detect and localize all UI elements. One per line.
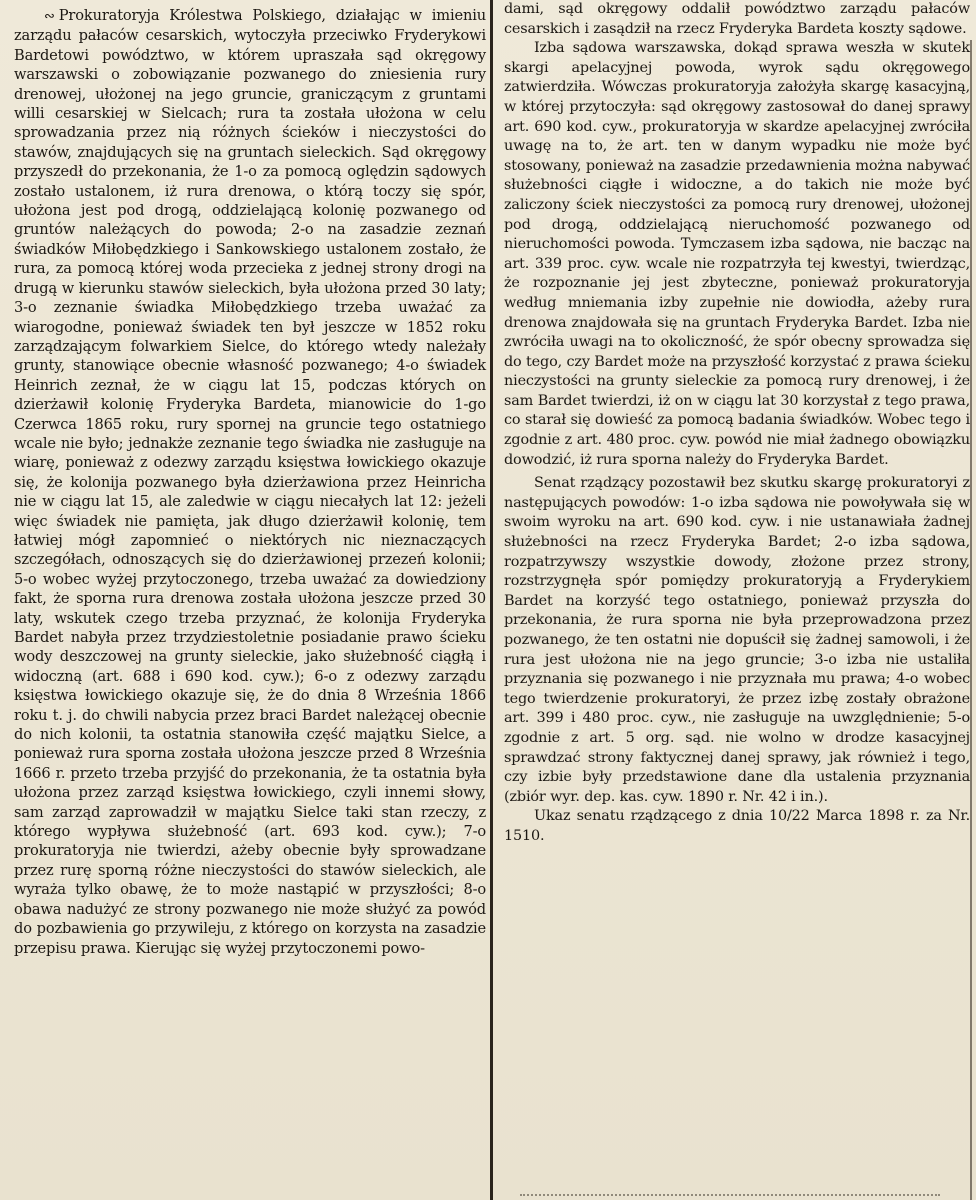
cut-off-text-remnant [520,1194,940,1200]
article-paragraph-3: Senat rządzący pozostawił bez skutku skargę prokuratoryi z następujących powodów: 1-o izba sądowa nie powoływała się w swoim wyroku na art. 690 kod. cyw. i nie ustanawiała żadnej służebności na rzecz Fryderyka Bardet; 2-o izba sądowa, rozpatrzywszy wszystkie dowody, złożone przez strony, rozstrzygnęła spór pomiędzy prokuratoryją a Fryderykiem Bardet na korzyść tego ostatniego, ponieważ przyszła do przekonania, że rura sporna nie była przeprowadzona przez pozwanego, że ten ostatni nie dopuścił się żadnej samowoli, i że rura jest ułożona nie na jego gruncie; 3-o izba nie ustaliła przyznania się pozwanego i nie przyznała mu prawa; 4-o wobec tego twierdzenie prokuratoryi, że przez izbę zostały obrażone art. 399 i 480 proc. cyw., nie zasługuje na uwzględnienie; 5-o zgodnie z art. 5 org. sąd. nie wolno w drodze kasacyjnej sprawdzać strony faktycznej danej sprawy, jak również i tego, czy izbie były przedstawione dane dla ustalenia przyznania (zbiór wyr. dep. kas. cyw. 1890 r. Nr. 42 i in.). [504,475,970,805]
article-paragraph-2: Izba sądowa warszawska, dokąd sprawa weszła w skutek skargi apelacyjnej powoda, wyrok sądu okręgowego zatwierdziła. Wówczas prokuratoryja założyła skargę kasacyjną, w której przytoczyła: sąd okręgowy zastosował do danej sprawy art. 690 kod. cyw., prokuratoryja w skardze apelacyjnej zwróciła uwagę na to, że art. ten w danym wypadku nie może być stosowany, ponieważ na zasadzie przedawnienia można nabywać służebności ciągłe i widoczne, a do takich nie może być zaliczony ściek nieczystości za pomocą rury drenowej, ułożonej pod drogą, oddzielającą nieruchomość pozwanego od nieruchomości powoda. Tymczasem izba sądowa, nie bacząc na art. 339 proc. cyw. wcale nie rozpatrzyła tej kwestyi, twierdząc, że rozpoznanie jej jest zbyteczne, ponieważ prokuratoryja według mniemania izby zupełnie nie dowiodła, ażeby rura drenowa znajdowała się na gruntach Fryderyka Bardet. Izba nie zwróciła uwagi na to okoliczność, że spór obecny sprowadza się do tego, czy Bardet może na przyszłość korzystać z prawa ścieku nieczystości na grunty sieleckie za pomocą rury drenowej, i że sam Bardet twierdzi, iż on w ciągu lat 30 korzystał z tego prawa, co starał się dowieść za pomocą badania świadków. Wobec tego i zgodnie z art. 480 proc. cyw. powód nie miał żadnego obowiązku dowodzić, iż rura sporna należy do Fryderyka Bardet. [504,40,970,468]
section-mark-icon: ∾ [44,9,55,24]
paragraph-1-continuation: dami, sąd okręgowy oddalił powództwo zarządu pałaców cesarskich i zasądził na rzecz Fryderyka Bardeta koszty sądowe. [504,1,970,37]
right-edge-rule [970,40,972,1200]
column-divider [490,0,493,1200]
paragraph-1-text: Prokuratoryja Królestwa Polskiego, działając w imieniu zarządu pałaców cesarskich, wytoczyła przeciwko Fryderykowi Bardetowi powództwo, w którem upraszała sąd okręgowy warszawski o zobowiązanie pozwanego do zniesienia rury drenowej, ułożonej na jego gruncie, graniczącym z gruntami willi cesarskiej w Sielcach; rura ta została ułożona w celu sprowadzania przez nią różnych ścieków i nieczystości do stawów, znajdujących się na gruntach sieleckich. Sąd okręgowy przyszedł do przekonania, że 1-o za pomocą oględzin sądowych zostało ustalonem, iż rura drenowa, o którą toczy się spór, ułożona jest pod drogą, oddzielającą kolonię pozwanego od gruntów należących do powoda; 2-o na zasadzie zeznań świadków Miłobędzkiego i Sankowskiego ustalonem zostało, że rura, za pomocą której woda przecieka z jednej strony drogi na drugą w kierunku stawów sieleckich, była ułożona przed 30 laty; 3-o zeznanie świadka Miłobędzkiego trzeba uważać za wiarogodne, ponieważ świadek ten był jeszcze w 1852 roku zarządzającym folwarkiem Sielce, do którego wtedy należały grunty, stanowiące obecnie własność pozwanego; 4-o świadek Heinrich zeznał, że w ciągu lat 15, podczas których on dzierżawił kolonię Fryderyka Bardeta, mianowicie do 1-go Czerwca 1865 roku, rury spornej na gruncie tego ostatniego wcale nie było; jednakże zeznanie tego świadka nie zasługuje na wiarę, ponieważ z odezwy zarządu księstwa łowickiego okazuje się, że kolonija pozwanego była dzierżawiona przez Heinricha nie w ciągu lat 15, ale zaledwie w ciągu niecałych lat 12: jeżeli więc świadek nie pamięta, jak długo dzierżawił kolonię, tem łatwiej mógł zapomnieć o niektórych nic nieznaczących szczegółach, odnoszących się do dzierżawionej przezeń kolonii; 5-o wobec wyżej przytoczonego, trzeba uważać za dowiedziony fakt, że sporna rura drenowa została ułożona jeszcze przed 30 laty, wskutek czego trzeba przyznać, że kolonija Fryderyka Bardet nabyła przez trzydziestoletnie posiadanie prawo ścieku wody deszczowej na grunty sieleckie, jako służebność ciągłą i widoczną (art. 688 i 690 kod. cyw.); 6-o z odezwy zarządu księstwa łowickiego okazuje się, że do dnia 8 Września 1866 roku t. j. do chwili nabycia przez braci Bardet należącej obecnie do nich kolonii, ta ostatnia stanowiła część majątku Sielce, a ponieważ rura sporna została ułożona jeszcze przed 8 Września 1666 r. przeto trzeba przyjść do przekonania, że ta ostatnia była ułożona przez zarząd księstwa łowickiego, czyli innemi słowy, sam zarząd zaprowadził w majątku Sielce taki stan rzeczy, z którego wypływa służebność (art. 693 kod. cyw.); 7-o prokuratoryja nie twierdzi, ażeby obecnie były sprowadzane przez rurę sporną różne nieczystości do stawów sieleckich, ale wyraża tylko obawę, że to może nastąpić w przyszłości; 8-o obawa nadużyć ze strony pozwanego nie może służyć za powód do pozbawienia go przywileju, z którego on korzysta na zasadzie przepisu prawa. Kierując się wyżej przytoczonemi powo- [14,7,486,957]
right-column [494,0,976,1200]
article-paragraph-1 [14,6,486,958]
article-paragraph-4: Ukaz senatu rządzącego z dnia 10/22 Marca 1898 r. za Nr. 1510. [504,808,970,844]
